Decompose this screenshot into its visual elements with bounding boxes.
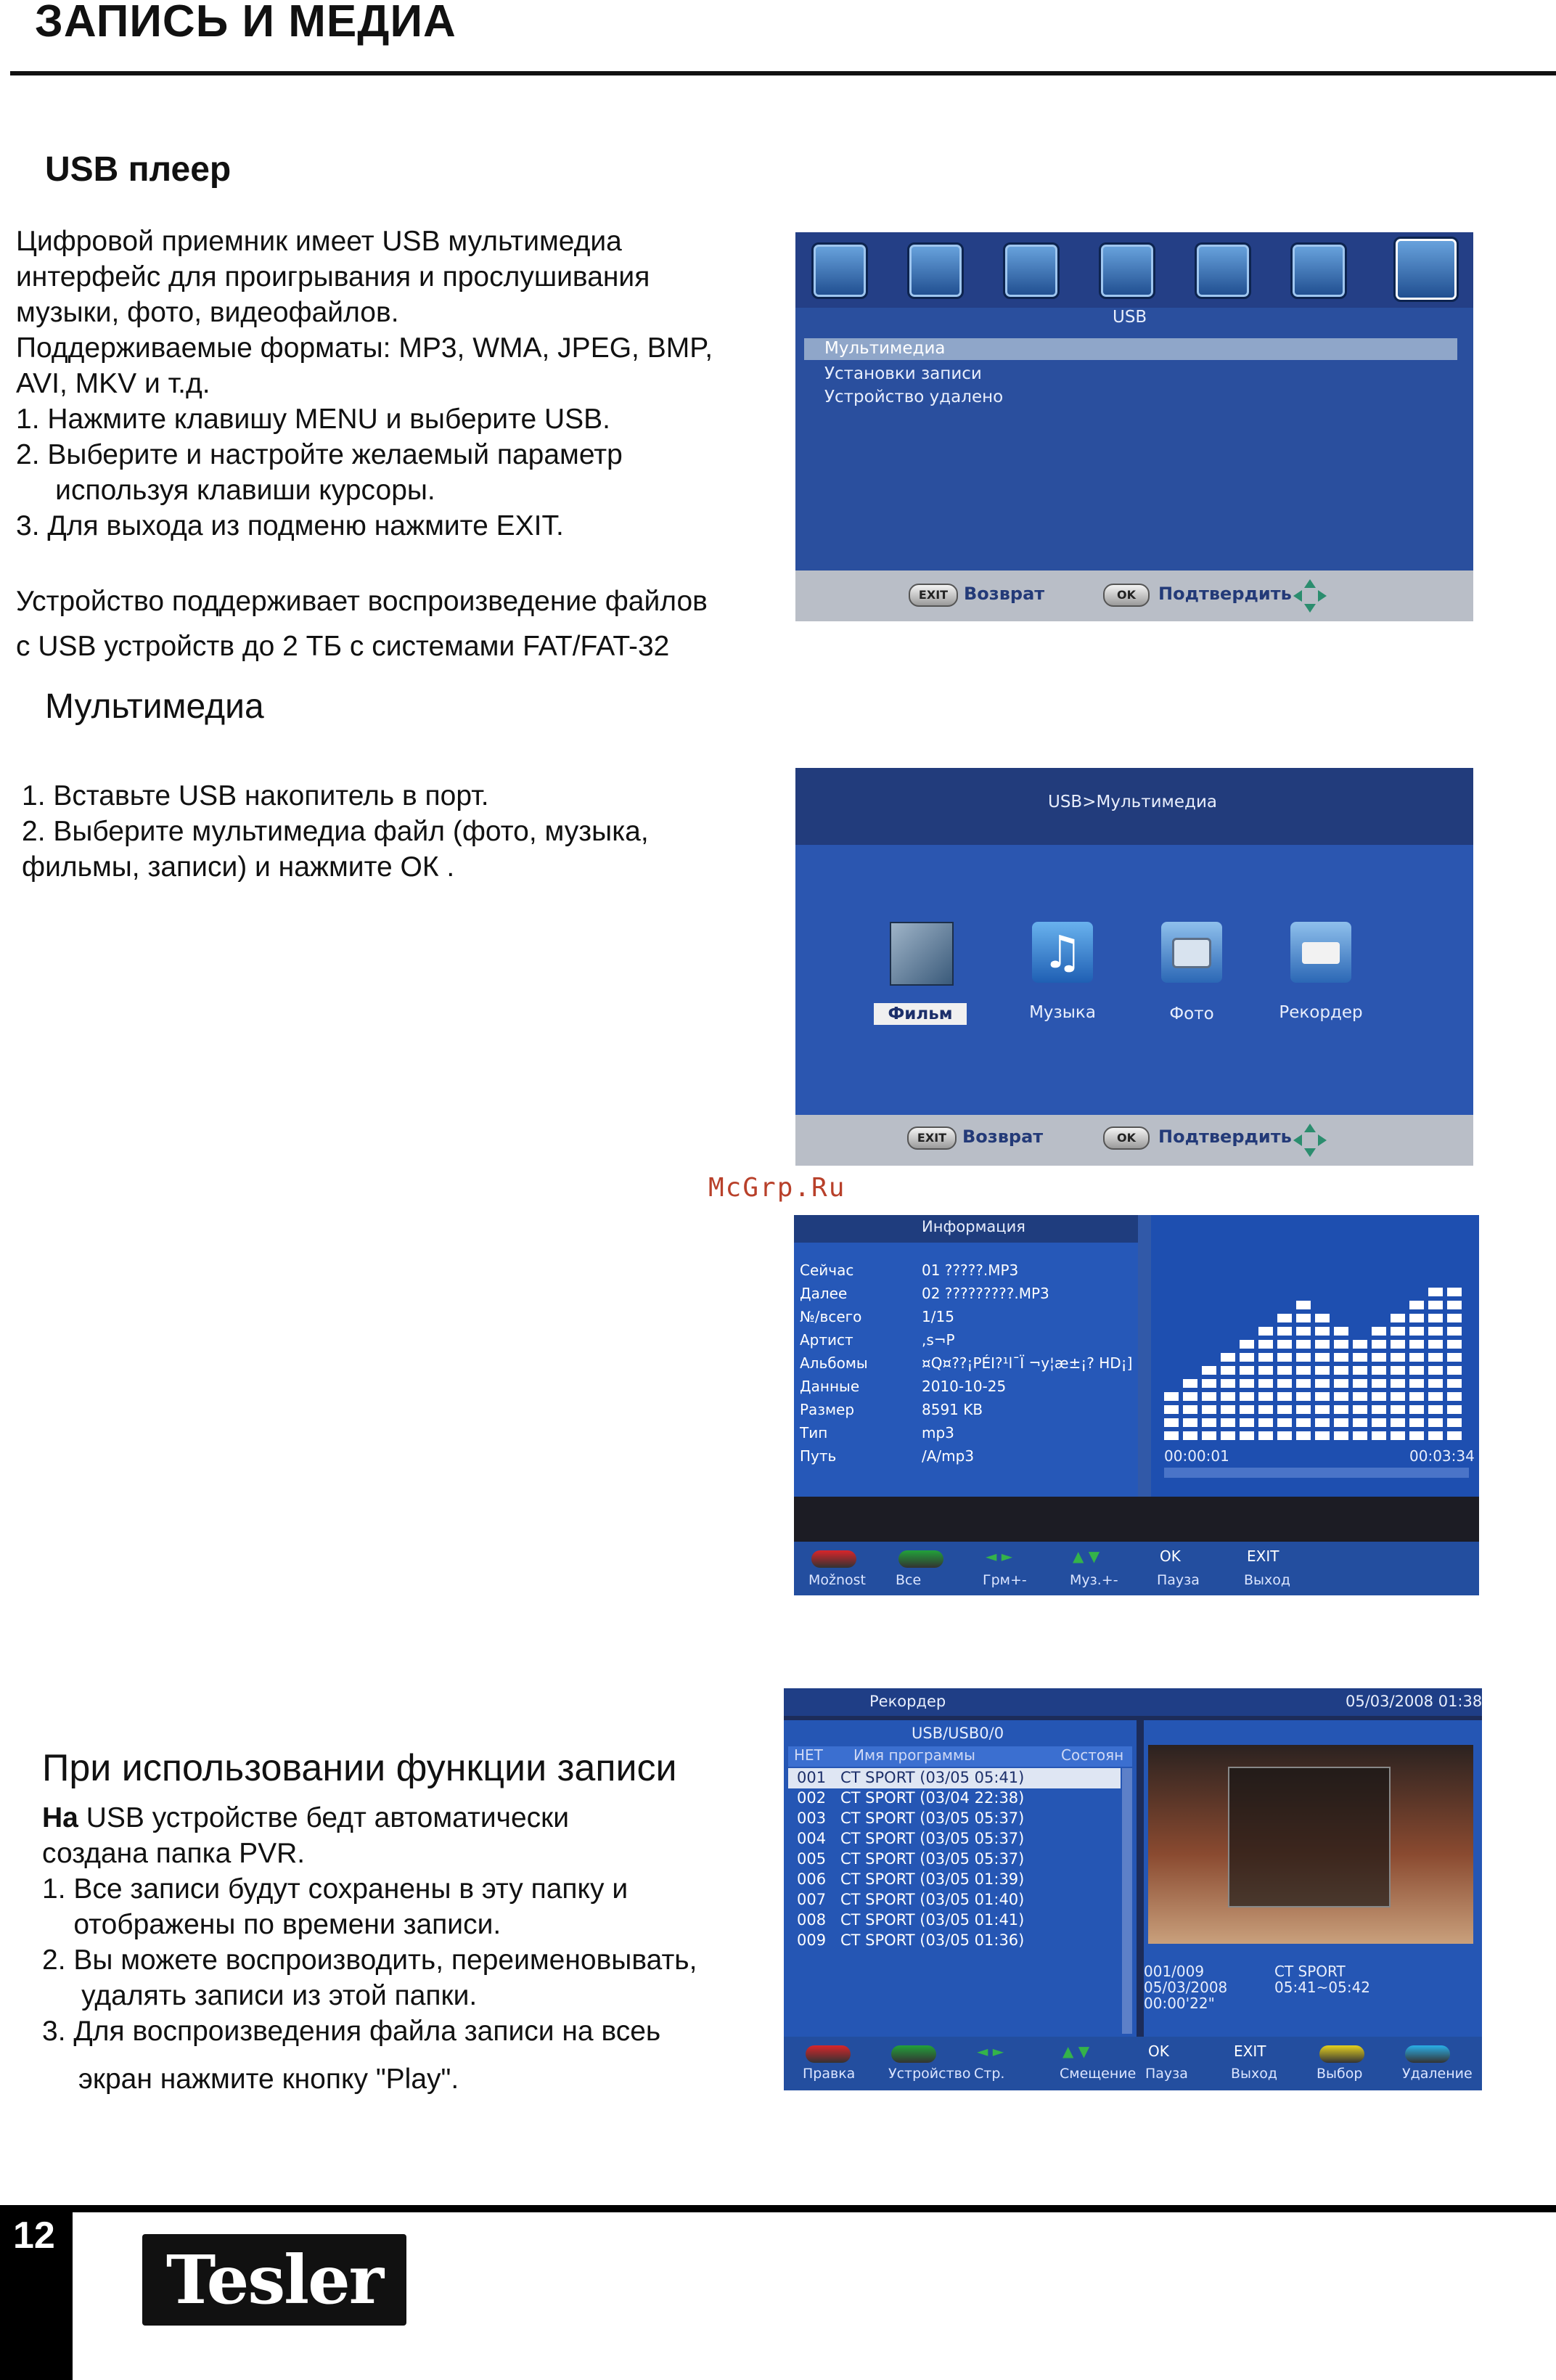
info-row-value: 2010-10-25 bbox=[922, 1378, 1007, 1395]
info-row-label: Путь bbox=[800, 1447, 837, 1465]
footer-label: Грм+- bbox=[983, 1572, 1027, 1588]
scrollbar[interactable] bbox=[1122, 1768, 1132, 2034]
footer-label: Пауза bbox=[1157, 1572, 1200, 1588]
footer-key: OK bbox=[1160, 1547, 1181, 1565]
footer-divider bbox=[0, 2205, 1556, 2212]
usb-media-icon bbox=[1393, 237, 1459, 302]
multimedia-text: 1. Вставьте USB накопитель в порт. 2. Выберите мультимедиа файл (фото, музыка, фильмы, записи) и нажмите ОК . bbox=[22, 780, 649, 883]
equalizer-bar bbox=[1164, 1388, 1179, 1440]
tv-icon bbox=[1099, 242, 1155, 299]
footer-label: Устройство bbox=[888, 2066, 971, 2082]
time-total: 00:03:34 bbox=[1409, 1447, 1475, 1465]
info-row-label: Сейчас bbox=[800, 1261, 854, 1279]
equalizer-bar bbox=[1202, 1362, 1216, 1440]
color-key-button bbox=[806, 2045, 851, 2063]
page-number: 12 bbox=[13, 2215, 55, 2257]
equalizer-bar bbox=[1183, 1375, 1197, 1440]
info-row-value: 01 ?????.MP3 bbox=[922, 1261, 1019, 1279]
equalizer-bar bbox=[1258, 1322, 1273, 1440]
footer-label: Муз.+- bbox=[1070, 1572, 1118, 1588]
footer-label: Удаление bbox=[1402, 2066, 1473, 2082]
equalizer-bar bbox=[1353, 1336, 1367, 1440]
page-title: ЗАПИСЬ И МЕДИА bbox=[35, 0, 456, 46]
color-key-button bbox=[811, 1550, 856, 1568]
footer-label: Смещение bbox=[1060, 2066, 1137, 2082]
music-icon: ♫ bbox=[1032, 922, 1093, 983]
footer-label: Стр. bbox=[974, 2066, 1005, 2082]
usb-player-heading: USB плеер bbox=[45, 150, 232, 189]
recording-first-line bbox=[42, 1800, 569, 1836]
equalizer-bar bbox=[1221, 1349, 1235, 1440]
recording-row-name[interactable]: CT SPORT (03/05 05:41) bbox=[840, 1769, 1025, 1786]
info-time: 05:41~05:42 bbox=[1274, 1979, 1371, 1996]
picture-icon bbox=[907, 242, 964, 299]
arrow-keys-icon bbox=[1292, 578, 1328, 614]
recording-path: USB/USB0/0 bbox=[912, 1725, 1004, 1742]
info-duration: 00:00'22" bbox=[1144, 1995, 1215, 2012]
media-item-recorder: Рекордер bbox=[1279, 1003, 1363, 1022]
recording-row-no[interactable]: 003 bbox=[797, 1809, 827, 1827]
footer-label: Все bbox=[896, 1572, 922, 1588]
ok-label: Подтвердить bbox=[1158, 1126, 1292, 1147]
music-player-screenshot bbox=[794, 1215, 1479, 1595]
footer-label: Правка bbox=[803, 2066, 856, 2082]
info-row-value: 8591 KB bbox=[922, 1401, 983, 1418]
recording-row-name[interactable]: CT SPORT (03/05 01:36) bbox=[840, 1931, 1025, 1949]
multimedia-heading: Мультимедиа bbox=[45, 687, 264, 726]
settings-icon bbox=[1290, 242, 1347, 299]
usb-screen-title: USB bbox=[1113, 308, 1147, 327]
progress-bar bbox=[1164, 1468, 1469, 1478]
info-title: Информация bbox=[922, 1218, 1025, 1235]
equalizer-bar bbox=[1296, 1296, 1311, 1440]
brand-logo: Tesler bbox=[165, 2241, 383, 2319]
info-row-value: /A/mp3 bbox=[922, 1447, 975, 1465]
multimedia-screenshot bbox=[795, 768, 1473, 1166]
color-key-button bbox=[1405, 2045, 1450, 2063]
footer-key: ▲ ▼ bbox=[1073, 1547, 1100, 1565]
ok-label: Подтвердить bbox=[1158, 584, 1292, 604]
col-name: Имя программы bbox=[853, 1746, 975, 1764]
info-row-value: 02 ?????????.MP3 bbox=[922, 1285, 1049, 1302]
recording-row-no[interactable]: 006 bbox=[797, 1870, 827, 1888]
recording-row-name[interactable]: CT SPORT (03/05 01:41) bbox=[840, 1911, 1025, 1929]
footer-key: EXIT bbox=[1234, 2042, 1266, 2060]
info-row-value: 1/15 bbox=[922, 1308, 954, 1325]
recording-row-no[interactable]: 008 bbox=[797, 1911, 827, 1929]
video-preview bbox=[1148, 1745, 1473, 1944]
footer-key: ◄ ► bbox=[986, 1547, 1013, 1565]
info-gap bbox=[794, 1497, 1479, 1542]
media-item-photo: Фото bbox=[1169, 1005, 1214, 1023]
recording-heading: При использовании функции записи bbox=[42, 1747, 677, 1789]
footer-key: OK bbox=[1148, 2042, 1169, 2060]
recording-row-no[interactable]: 005 bbox=[797, 1850, 827, 1868]
title-divider bbox=[10, 71, 1556, 75]
time-icon bbox=[1003, 242, 1060, 299]
parental-icon bbox=[1195, 242, 1251, 299]
info-row-label: Артист bbox=[800, 1331, 853, 1349]
recording-row-name[interactable]: CT SPORT (03/05 05:37) bbox=[840, 1809, 1025, 1827]
equalizer-bar bbox=[1372, 1322, 1386, 1440]
media-item-film: Фильм bbox=[888, 1005, 953, 1023]
equalizer-bar bbox=[1277, 1309, 1292, 1440]
recorder-footer bbox=[784, 2037, 1482, 2090]
color-key-button bbox=[891, 2045, 936, 2063]
footer-label: Možnost bbox=[808, 1572, 867, 1588]
color-key-button bbox=[1319, 2045, 1364, 2063]
info-row-label: Далее bbox=[800, 1285, 848, 1302]
footer-key: ◄ ► bbox=[977, 2042, 1004, 2060]
footer-label: Выход bbox=[1244, 1572, 1291, 1588]
photo-icon bbox=[1161, 922, 1222, 983]
equalizer-bar bbox=[1428, 1283, 1443, 1440]
footer-label: Выход bbox=[1231, 2066, 1278, 2082]
info-channel: CT SPORT bbox=[1274, 1963, 1346, 1980]
equalizer-bar bbox=[1315, 1309, 1330, 1440]
recorder-screenshot bbox=[784, 1688, 1482, 2090]
recording-lead: На bbox=[42, 1802, 78, 1833]
ok-key: OK bbox=[1103, 584, 1150, 607]
watermark: McGrp.Ru bbox=[708, 1173, 846, 1203]
recorder-datetime: 05/03/2008 01:38 bbox=[1346, 1693, 1482, 1710]
info-row-label: Альбомы bbox=[800, 1354, 868, 1372]
col-no: НЕТ bbox=[794, 1746, 823, 1764]
info-row-value: mp3 bbox=[922, 1424, 954, 1442]
info-row-label: Размер bbox=[800, 1401, 855, 1418]
exit-label: Возврат bbox=[962, 1126, 1044, 1147]
exit-key: EXIT bbox=[907, 1126, 957, 1150]
footer-key: EXIT bbox=[1247, 1547, 1279, 1565]
usb-player-text: Цифровой приемник имеет USB мультимедиа интерфейс для проигрывания и прослушивания музыки, фото, видеофайлов. Поддерживаемые форматы: MP3, WMA, JPEG, BMP, AVI, MKV и т.д. 1. Нажмите клавишу MENU и выберите USB. 2. Выберите и настройте желаемый параметр используя клавиши курсоры. 3. Для выхода из подменю нажмите EXIT. bbox=[16, 226, 713, 541]
footer-label: Выбор bbox=[1317, 2066, 1363, 2082]
footer-key: ▲ ▼ bbox=[1062, 2042, 1090, 2060]
recording-row-name[interactable]: CT SPORT (03/05 05:37) bbox=[840, 1850, 1025, 1868]
usb-menu-item: Установки записи bbox=[824, 364, 982, 383]
recording-first-rest: USB устройстве бедт автоматически bbox=[78, 1802, 569, 1833]
info-row-label: Данные bbox=[800, 1378, 860, 1395]
recorder-icon bbox=[1290, 922, 1351, 983]
info-row-label: №/всего bbox=[800, 1308, 862, 1325]
info-index: 001/009 bbox=[1144, 1963, 1205, 1980]
info-row-label: Тип bbox=[800, 1424, 828, 1442]
equalizer-bar bbox=[1409, 1296, 1424, 1440]
film-icon bbox=[890, 922, 954, 986]
time-elapsed: 00:00:01 bbox=[1164, 1447, 1229, 1465]
footer-label: Пауза bbox=[1145, 2066, 1188, 2082]
recording-row-name[interactable]: CT SPORT (03/04 22:38) bbox=[840, 1789, 1025, 1807]
exit-key: EXIT bbox=[909, 584, 958, 607]
recording-row-no[interactable]: 002 bbox=[797, 1789, 827, 1807]
info-date: 05/03/2008 bbox=[1144, 1979, 1228, 1996]
exit-label: Возврат bbox=[964, 584, 1045, 604]
recording-row-name[interactable]: CT SPORT (03/05 01:40) bbox=[840, 1891, 1025, 1908]
recorder-title: Рекордер bbox=[869, 1693, 946, 1710]
usb-menu-screenshot bbox=[795, 232, 1473, 621]
recording-row-name[interactable]: CT SPORT (03/05 05:37) bbox=[840, 1830, 1025, 1847]
equalizer-bar bbox=[1391, 1309, 1405, 1440]
equalizer-bar bbox=[1334, 1322, 1348, 1440]
channel-icon bbox=[811, 242, 868, 299]
media-item-music: Музыка bbox=[1029, 1003, 1096, 1022]
recording-last-line: экран нажмите кнопку "Play". bbox=[78, 2064, 459, 2095]
color-key-button bbox=[898, 1550, 943, 1568]
info-row-value: ¤Q¤??¡PÉI?¹l¯Ï ¬y¦æ±¡? HD¡] bbox=[922, 1354, 1133, 1372]
usb-menu-item: Мультимедиа bbox=[824, 339, 946, 358]
recording-row-no[interactable]: 004 bbox=[797, 1830, 827, 1847]
recording-text: создана папка PVR. 1. Все записи будут сохранены в эту папку и отображены по времени записи. 2. Вы можете воспроизводить, переименовывать, удалять записи из этой папки. 3. Для воспроизведения файла записи на всеь bbox=[42, 1838, 697, 2047]
recording-row-no[interactable]: 009 bbox=[797, 1931, 827, 1949]
equalizer-bar bbox=[1240, 1336, 1254, 1440]
col-state: Состоян bbox=[1061, 1746, 1124, 1764]
info-row-value: ,s¬P bbox=[922, 1331, 955, 1349]
usb-player-note: Устройство поддерживает воспроизведение файлов с USB устройств до 2 ТБ с системами FAT/FAT-32 bbox=[16, 586, 708, 662]
arrow-keys-icon bbox=[1292, 1122, 1328, 1158]
recording-row-name[interactable]: CT SPORT (03/05 01:39) bbox=[840, 1870, 1025, 1888]
recording-row-no[interactable]: 007 bbox=[797, 1891, 827, 1908]
equalizer bbox=[1164, 1237, 1469, 1440]
equalizer-bar bbox=[1447, 1283, 1462, 1440]
ok-key: OK bbox=[1103, 1126, 1150, 1150]
recording-row-no[interactable]: 001 bbox=[797, 1769, 827, 1786]
usb-menu-item: Устройство удалено bbox=[824, 388, 1004, 406]
multimedia-screen-title: USB>Мультимедиа bbox=[1048, 793, 1217, 811]
